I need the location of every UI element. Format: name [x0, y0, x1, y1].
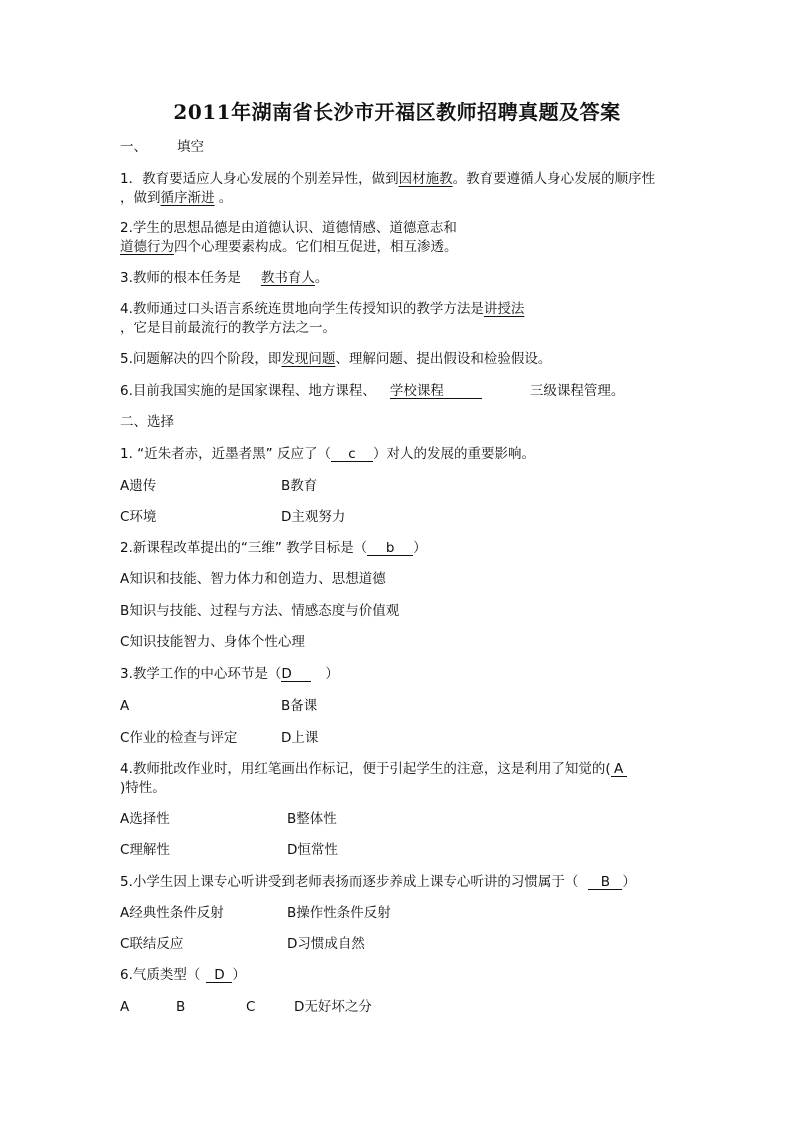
mc-q6: 6.气质类型（ D ） — [120, 967, 246, 983]
fill-q1-line2: ，做到循序渐进 。 — [120, 190, 233, 206]
mc-q2-option-a: A知识和技能、智力体力和创造力、思想道德 — [120, 571, 386, 587]
mc-q2-option-c: C知识技能智力、身体个性心理 — [120, 634, 305, 650]
mc-q6-option-c: C — [246, 999, 256, 1015]
mc-q6-answer: D — [206, 968, 232, 983]
section2-heading: 二、选择 — [120, 414, 174, 430]
fill-q4-answer: 讲授法 — [483, 301, 525, 317]
mc-q3-option-a: A — [120, 698, 130, 714]
fill-q5: 5.问题解决的四个阶段，即发现问题、理解问题、提出假设和检验假设。 — [120, 351, 552, 367]
mc-q1-option-d: D主观努力 — [281, 509, 346, 525]
fill-q2-line1: 2.学生的思想品德是由道德认识、道德情感、道德意志和 — [120, 220, 457, 236]
mc-q4-line1: 4.教师批改作业时，用红笔画出作标记，便于引起学生的注意，这是利用了知觉的( A — [120, 760, 627, 778]
mc-q3-answer: D — [281, 667, 311, 682]
fill-q4-line1: 4.教师通过口头语言系统连贯地向学生传授知识的教学方法是讲授法 — [120, 301, 525, 317]
mc-q4-option-c: C理解性 — [120, 842, 170, 858]
mc-q6-option-d: D无好坏之分 — [294, 999, 372, 1015]
mc-q6-option-b: B — [176, 999, 186, 1015]
mc-q5-option-c: C联结反应 — [120, 936, 184, 952]
mc-q1-option-c: C环境 — [120, 509, 157, 525]
mc-q4-option-d: D恒常性 — [287, 842, 338, 858]
fill-q3: 3.教师的根本任务是 教书育人。 — [120, 270, 329, 286]
fill-q1-line1: 1．教育要适应人身心发展的个别差异性，做到因材施教。教育要遵循人身心发展的顺序性 — [120, 171, 656, 187]
fill-q4-line2: ，它是目前最流行的教学方法之一。 — [120, 320, 336, 336]
mc-q1-option-a: A遗传 — [120, 478, 157, 494]
mc-q4-answer: A — [611, 762, 627, 777]
mc-q4-line2: )特性。 — [120, 780, 166, 796]
mc-q1-option-b: B教育 — [281, 478, 318, 494]
mc-q6-option-a: A — [120, 999, 130, 1015]
fill-q1-answer2: 循序渐进 — [160, 190, 215, 206]
mc-q3-option-c: C作业的检查与评定 — [120, 730, 238, 746]
mc-q5-answer: B — [588, 875, 622, 890]
mc-q4-option-b: B整体性 — [287, 811, 337, 827]
mc-q5: 5.小学生因上课专心听讲受到老师表扬而逐步养成上课专心听讲的习惯属于（ B ） — [120, 874, 636, 890]
mc-q1-answer: c — [331, 447, 373, 462]
mc-q4-option-a: A选择性 — [120, 811, 170, 827]
mc-q2-answer: b — [367, 541, 413, 556]
fill-q6: 6.目前我国实施的是国家课程、地方课程、 学校课程 三级课程管理。 — [120, 383, 625, 399]
fill-q2-answer: 道德行为 — [120, 239, 174, 255]
mc-q3: 3.教学工作的中心环节是（D ） — [120, 666, 339, 682]
fill-q6-answer: 学校课程 — [390, 384, 482, 399]
mc-q5-option-a: A经典性条件反射 — [120, 905, 224, 921]
fill-q5-answer: 发现问题 — [281, 351, 336, 367]
mc-q1: 1. “近朱者赤，近墨者黑” 反应了（ c ）对人的发展的重要影响。 — [120, 446, 535, 462]
fill-q2-line2: 道德行为四个心理要素构成。它们相互促进，相互渗透。 — [120, 239, 458, 255]
mc-q2: 2.新课程改革提出的“三维” 教学目标是（ b ） — [120, 540, 427, 556]
mc-q5-option-b: B操作性条件反射 — [287, 905, 391, 921]
mc-q5-option-d: D习惯成自然 — [287, 936, 365, 952]
section1-number: 一、 — [120, 139, 147, 155]
fill-q1-answer1: 因材施教 — [398, 171, 453, 187]
fill-q3-answer: 教书育人 — [260, 270, 315, 286]
page-title: 2011年湖南省长沙市开福区教师招聘真题及答案 — [173, 100, 621, 124]
mc-q2-option-b: B知识与技能、过程与方法、情感态度与价值观 — [120, 603, 400, 619]
section1-heading — [120, 138, 204, 156]
mc-q3-option-b: B备课 — [281, 698, 318, 714]
mc-q3-option-d: D上课 — [281, 730, 319, 746]
section1-name: 填空 — [177, 139, 204, 155]
